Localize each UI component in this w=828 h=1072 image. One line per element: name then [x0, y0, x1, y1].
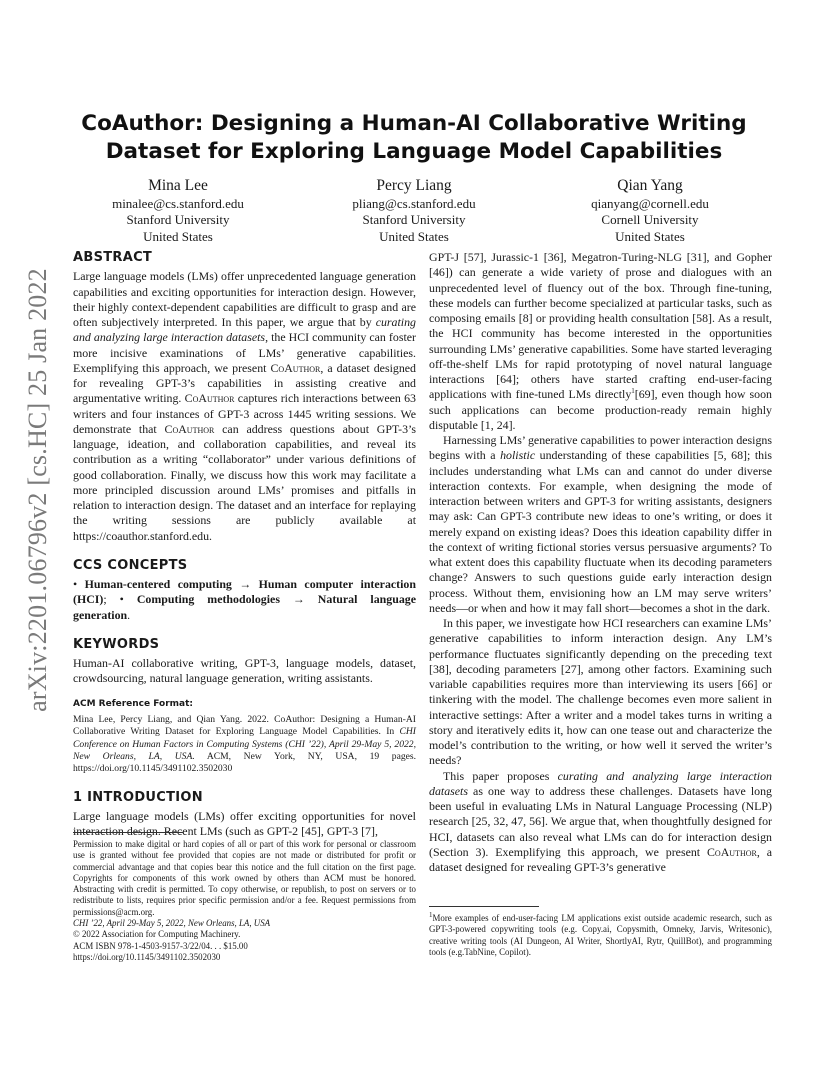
left-column [73, 250, 416, 840]
right-column [429, 250, 772, 875]
author-name: Percy Liang [376, 177, 452, 194]
arxiv-sidebar [18, 268, 58, 712]
footnote-rule [429, 906, 539, 907]
author-block [60, 176, 768, 246]
footnote [429, 906, 772, 958]
intro-paragraph-4: This paper proposes curating and analyzing large interaction datasets as one way to address these challenges. Datasets have long been useful in evaluating LMs in Natural Language Processing (NLP) research [25, 32, 47, 56]. We argue that, when thoughtfully designed for HCI, datasets can also reveal what LMs can do for interaction design (Section 3). Exemplifying this approach, we present CoAuthor, a dataset designed for revealing GPT-3’s generative [429, 768, 772, 874]
author-1 [60, 176, 296, 245]
arxiv-identifier: arXiv:2201.06796v2 [cs.HC] 25 Jan 2022 [23, 268, 52, 712]
abstract-heading: ABSTRACT [73, 250, 153, 265]
author-email: qianyang@cornell.edu [591, 196, 709, 211]
doi-link[interactable]: https://doi.org/10.1145/3491102.3502030 [73, 951, 221, 962]
intro-paragraph-2: Harnessing LMs’ generative capabilities to power interaction designs begins with a holistic understanding of these capabilities [5, 68]; this includes understanding what LMs can and cannot do under diverse interaction contexts. For example, when designing the mode of interaction between writers and GPT-3 for writing assistants, designers may ask: Can GPT-3 contribute new ideas to one’s writing, or does it merely expand on existing ideas? Does this ideation capability differ in the context of writing fictional stories versus persuasive arguments? To what extent does this capability fluctuate when its decoding parameters change? Answers to such questions guide early interaction design process. Without them, envisioning how an LM may serve writers’ needs—or when and how it may fall short—becomes a shot in the dark. [429, 433, 772, 615]
copyright-line: © 2022 Association for Computing Machinery. [73, 929, 241, 940]
author-affiliation: Stanford University [126, 212, 230, 228]
conference-line: CHI ’22, April 29-May 5, 2022, New Orleans, LA, USA [73, 918, 271, 929]
author-affiliation: Cornell University [601, 212, 699, 228]
permission-text: Permission to make digital or hard copies of all or part of this work for personal or classroom use is granted without fee provided that copies are not made or distributed for profit or commercial advantage and that copies bear this notice and the full citation on the first page. Copyrights for components of this work owned by others than ACM must be honored. Abstracting with credit is permitted. To copy otherwise, or republish, to post on servers or to redistribute to lists, requires prior specific permission and/or a fee. Request permissions from permissions@acm.org. [73, 839, 416, 917]
author-country: United States [143, 228, 213, 244]
author-3 [532, 176, 768, 245]
introduction-heading: 1 INTRODUCTION [73, 789, 203, 805]
introduction-text: Large language models (LMs) offer exciting opportunities for novel interaction design. Recent LMs (such as GPT-2 [45], GPT-3 [7], [73, 809, 416, 839]
permission-notice [73, 832, 416, 963]
footnote-text: $^1$More examples of end-user-facing LM applications exist outside academic research, such as GPT-3-powered copywriting tools (e.g. Copy.ai, Copysmith, Omneky, Jarvis, Writesonic), creative writing tools (AI Dungeon, AI Writer, ShortlyAI, Rytr, QuillBot), and programming tools (e.g.TabNine, Copilot). [429, 911, 772, 957]
author-name: Qian Yang [617, 177, 683, 194]
author-country: United States [379, 228, 449, 244]
ccs-text: • Human-centered computing → Human computer interaction (HCI); • Computing methodologies → Natural language generation. [73, 577, 416, 622]
author-email: pliang@cs.stanford.edu [352, 196, 476, 211]
isbn-line: ACM ISBN 978-1-4503-9157-3/22/04. . . $15.00 [73, 940, 248, 951]
intro-paragraph-1: GPT-J [57], Jurassic-1 [36], Megatron-Turing-NLG [31], and Gopher [46]) can generate a wide variety of prose and dialogues with an unprecedented level of fluency out of the box. Through fine-tuning, these models can further become specialized at particular tasks, such as composing emails [8] or providing health consultation [58]. As a result, the HCI community has become interested in the opportunities surrounding LMs’ generative capabilities. Some have started leveraging off-the-shelf LMs for rapid prototyping of novel natural language interactions [64]; others have started crafting end-user-facing applications with fine-tuned LMs directly$^1$[69], even though how soon such applications can become production-ready remain highly disputable [1, 24]. [429, 250, 772, 432]
author-country: United States [615, 228, 685, 244]
keywords-heading: KEYWORDS [73, 636, 160, 652]
paper-title: CoAuthor: Designing a Human-AI Collaborative Writing Dataset for Exploring Language Model Capabilities [81, 111, 747, 164]
author-2 [296, 176, 532, 245]
acm-reference-heading: ACM Reference Format: [73, 698, 193, 709]
abstract-text: Large language models (LMs) offer unprecedented language generation capabilities and exciting opportunities for interaction design. However, their highly context-dependent capabilities are difficult to grasp and are often subjectively interpreted. In this paper, we argue that by curating and analyzing large interaction datasets, the HCI community can foster more incisive examinations of LMs’ generative capabilities. Exemplifying this approach, we present CoAuthor, a dataset designed for revealing GPT-3’s capabilities in assisting creative and argumentative writing. CoAuthor captures rich interactions between 63 writers and four instances of GPT-3 across 1445 writing sessions. We demonstrate that CoAuthor can address questions about GPT-3’s language, ideation, and collaboration capabilities, and reveal its contribution as a writing “collaborator” under various definitions of good collaboration. Finally, we discuss how this work may facilitate a more principled discussion around LMs’ promises and pitfalls in relation to interaction design. The dataset and an interface for replaying the writing sessions are publicly available at https://coauthor.stanford.edu. [73, 269, 416, 543]
footnote-rule [73, 832, 183, 833]
keywords-text: Human-AI collaborative writing, GPT-3, language models, dataset, crowdsourcing, natural language generation, writing assistants. [73, 656, 416, 686]
author-email: minalee@cs.stanford.edu [112, 196, 244, 211]
author-name: Mina Lee [148, 177, 208, 194]
intro-paragraph-3: In this paper, we investigate how HCI researchers can examine LMs’ generative capabilities to inform interaction design. Any LM’s performance fluctuates significantly depending on the preceding text [38], decoding parameters [27], among other factors. Examining such variable capabilities requires more than interviewing its users [66] or tinkering with the model. The challenge becomes even more salient in interactive settings: After a writer and a model takes turns in writing a story and iteratively edits it, how can one tease out and characterize the model’s contribution to the writing, or how well it served the writer’s needs? [429, 616, 772, 768]
ccs-heading: CCS CONCEPTS [73, 557, 188, 573]
acm-reference-text: Mina Lee, Percy Liang, and Qian Yang. 2022. CoAuthor: Designing a Human-AI Collaborative Writing Dataset for Exploring Language Model Capabilities. In CHI Conference on Human Factors in Computing Systems (CHI ’22), April 29-May 5, 2022, New Orleans, LA, USA. ACM, New York, NY, USA, 19 pages. https://doi.org/10.1145/3491102.3502030 [73, 713, 417, 775]
author-affiliation: Stanford University [362, 212, 466, 228]
